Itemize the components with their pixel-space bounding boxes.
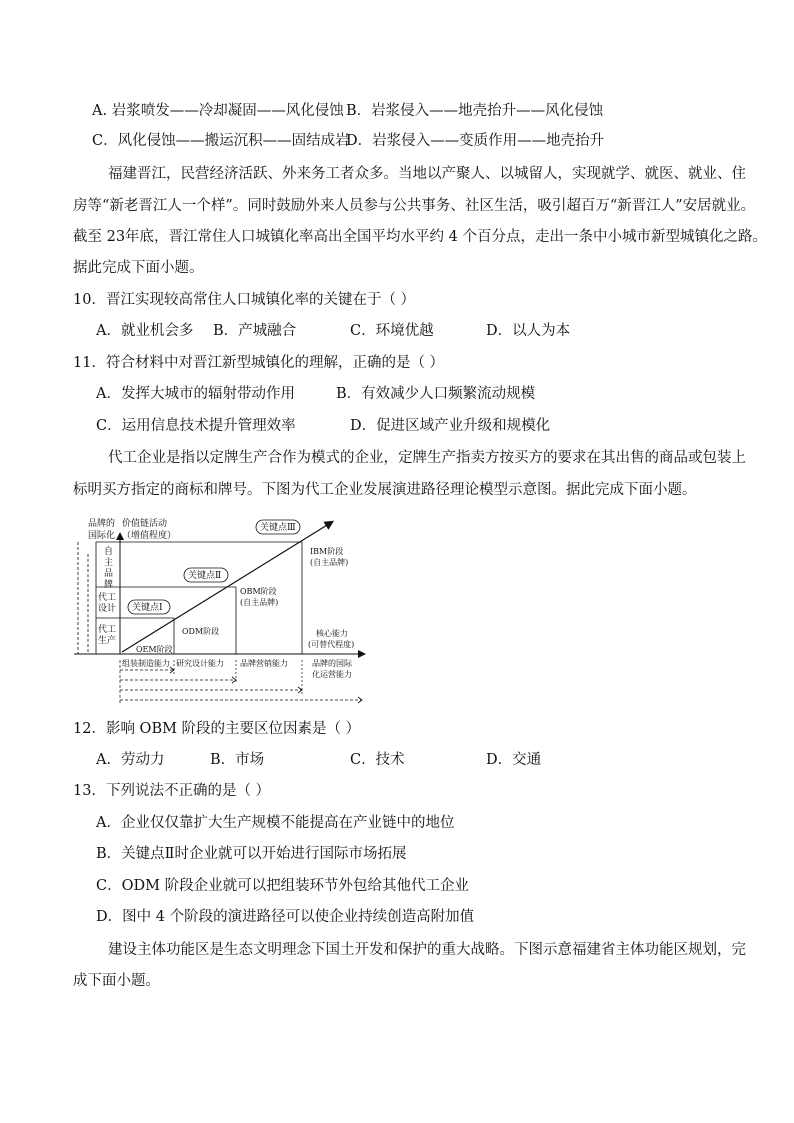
- y-axis-title-2: 国际化: [88, 531, 116, 541]
- band-design-1: 代工: [98, 593, 117, 603]
- q10-option-c: C．环境优越: [350, 323, 434, 339]
- q9-option-b: B．岩浆侵入——地壳抬升——风化侵蚀: [346, 103, 604, 119]
- stage-obm-2: (自主品牌): [240, 598, 279, 607]
- band-brand-4: 牌: [104, 580, 114, 590]
- q10-option-b: B．产城融合: [213, 323, 297, 339]
- oem-evolution-diagram: [70, 514, 370, 710]
- passage1-line-3: 截至 23年底，晋江常住人口城镇化率高出全国平均水平约 4 个百分点，走出一条中小城市新型城镇化之路。: [73, 229, 767, 245]
- stage-ibm-2: (自主品牌): [310, 558, 349, 567]
- x-end-label-1: 品牌的国际: [312, 659, 352, 668]
- passage2-line-1: 代工企业是指以定牌生产合作为模式的企业，定牌生产指卖方按买方的要求在其出售的商品或包装上: [108, 450, 746, 466]
- passage2-line-2: 标明买方指定的商标和牌号。下图为代工企业发展演进路径理论模型示意图。据此完成下面小题。: [73, 482, 697, 498]
- y-axis-title-1: 品牌的: [88, 519, 116, 529]
- passage1-line-1: 福建晋江，民营经济活跃、外来务工者众多。当地以产聚人、以城留人，实现就学、就医、就业、住: [108, 166, 746, 182]
- key-point-2: 关键点Ⅱ: [188, 571, 222, 581]
- q12-option-b: B．市场: [210, 752, 265, 768]
- q11-option-c: C．运用信息技术提升管理效率: [96, 418, 296, 434]
- x-band-assembly: 组装制造能力: [122, 659, 170, 668]
- q12-option-d: D．交通: [486, 752, 542, 768]
- x-axis-title-1: 核心能力: [316, 629, 348, 638]
- stage-oem: OEM阶段: [136, 645, 173, 654]
- stage-obm-1: OBM阶段: [240, 587, 277, 596]
- q9-option-c: C．风化侵蚀——搬运沉积——固结成岩: [92, 133, 350, 149]
- q11-option-a: A．发挥大城市的辐射带动作用: [96, 386, 295, 402]
- band-brand-1: 自: [104, 547, 114, 557]
- band-brand-3: 品: [104, 569, 114, 579]
- q9-option-a: A. 岩浆喷发——冷却凝固——风化侵蚀: [92, 103, 344, 119]
- q11-stem: 11．符合材料中对晋江新型城镇化的理解，正确的是（ ）: [73, 355, 445, 371]
- q10-option-d: D．以人为本: [486, 323, 571, 339]
- band-brand-2: 主: [104, 558, 114, 568]
- q12-stem: 12．影响 OBM 阶段的主要区位因素是（ ）: [73, 721, 361, 737]
- stage-odm: ODM阶段: [182, 627, 220, 636]
- x-band-design: 研究设计能力: [176, 659, 224, 668]
- band-production-1: 代工: [98, 625, 117, 635]
- value-chain-label-2: （增值程度）: [122, 531, 177, 541]
- key-point-1: 关键点Ⅰ: [132, 603, 163, 613]
- q13-option-c: C．ODM 阶段企业就可以把组装环节外包给其他代工企业: [96, 878, 470, 894]
- key-point-3: 关键点Ⅲ: [260, 523, 296, 533]
- passage3-line-1: 建设主体功能区是生态文明理念下国土开发和保护的重大战略。下图示意福建省主体功能区规划，完: [108, 942, 746, 958]
- q10-stem: 10．晋江实现较高常住人口城镇化率的关键在于（ ）: [73, 292, 416, 308]
- q13-option-a: A．企业仅仅靠扩大生产规模不能提高在产业链中的地位: [96, 815, 455, 831]
- q12-option-c: C．技术: [350, 752, 405, 768]
- passage1-line-4: 据此完成下面小题。: [73, 260, 204, 276]
- passage3-line-2: 成下面小题。: [73, 973, 160, 989]
- stage-ibm-1: IBM阶段: [310, 547, 344, 556]
- q13-option-b: B．关键点Ⅱ时企业就可以开始进行国际市场拓展: [96, 846, 407, 862]
- q10-option-a: A．就业机会多: [96, 323, 194, 339]
- q12-option-a: A．劳动力: [96, 752, 165, 768]
- q11-option-b: B．有效减少人口频繁流动规模: [336, 386, 536, 402]
- q13-stem: 13．下列说法不正确的是（ ）: [73, 783, 271, 799]
- band-production-2: 生产: [98, 636, 117, 646]
- q11-option-d: D．促进区域产业升级和规模化: [350, 418, 551, 434]
- value-chain-label-1: 价值链活动: [122, 519, 168, 529]
- passage1-line-2: 房等“新老晋江人一个样”。同时鼓励外来人员参与公共事务、社区生活，吸引超百万“新晋江人”安居就业。: [73, 198, 756, 214]
- x-band-marketing: 品牌营销能力: [240, 659, 288, 668]
- q9-option-d: D．岩浆侵入——变质作用——地壳抬升: [346, 133, 605, 149]
- q13-option-d: D．图中 4 个阶段的演进路径可以使企业持续创造高附加值: [96, 909, 475, 925]
- x-end-label-2: 化运营能力: [312, 670, 352, 679]
- x-axis-title-2: (可替代程度): [308, 640, 355, 649]
- band-design-2: 设计: [98, 604, 117, 614]
